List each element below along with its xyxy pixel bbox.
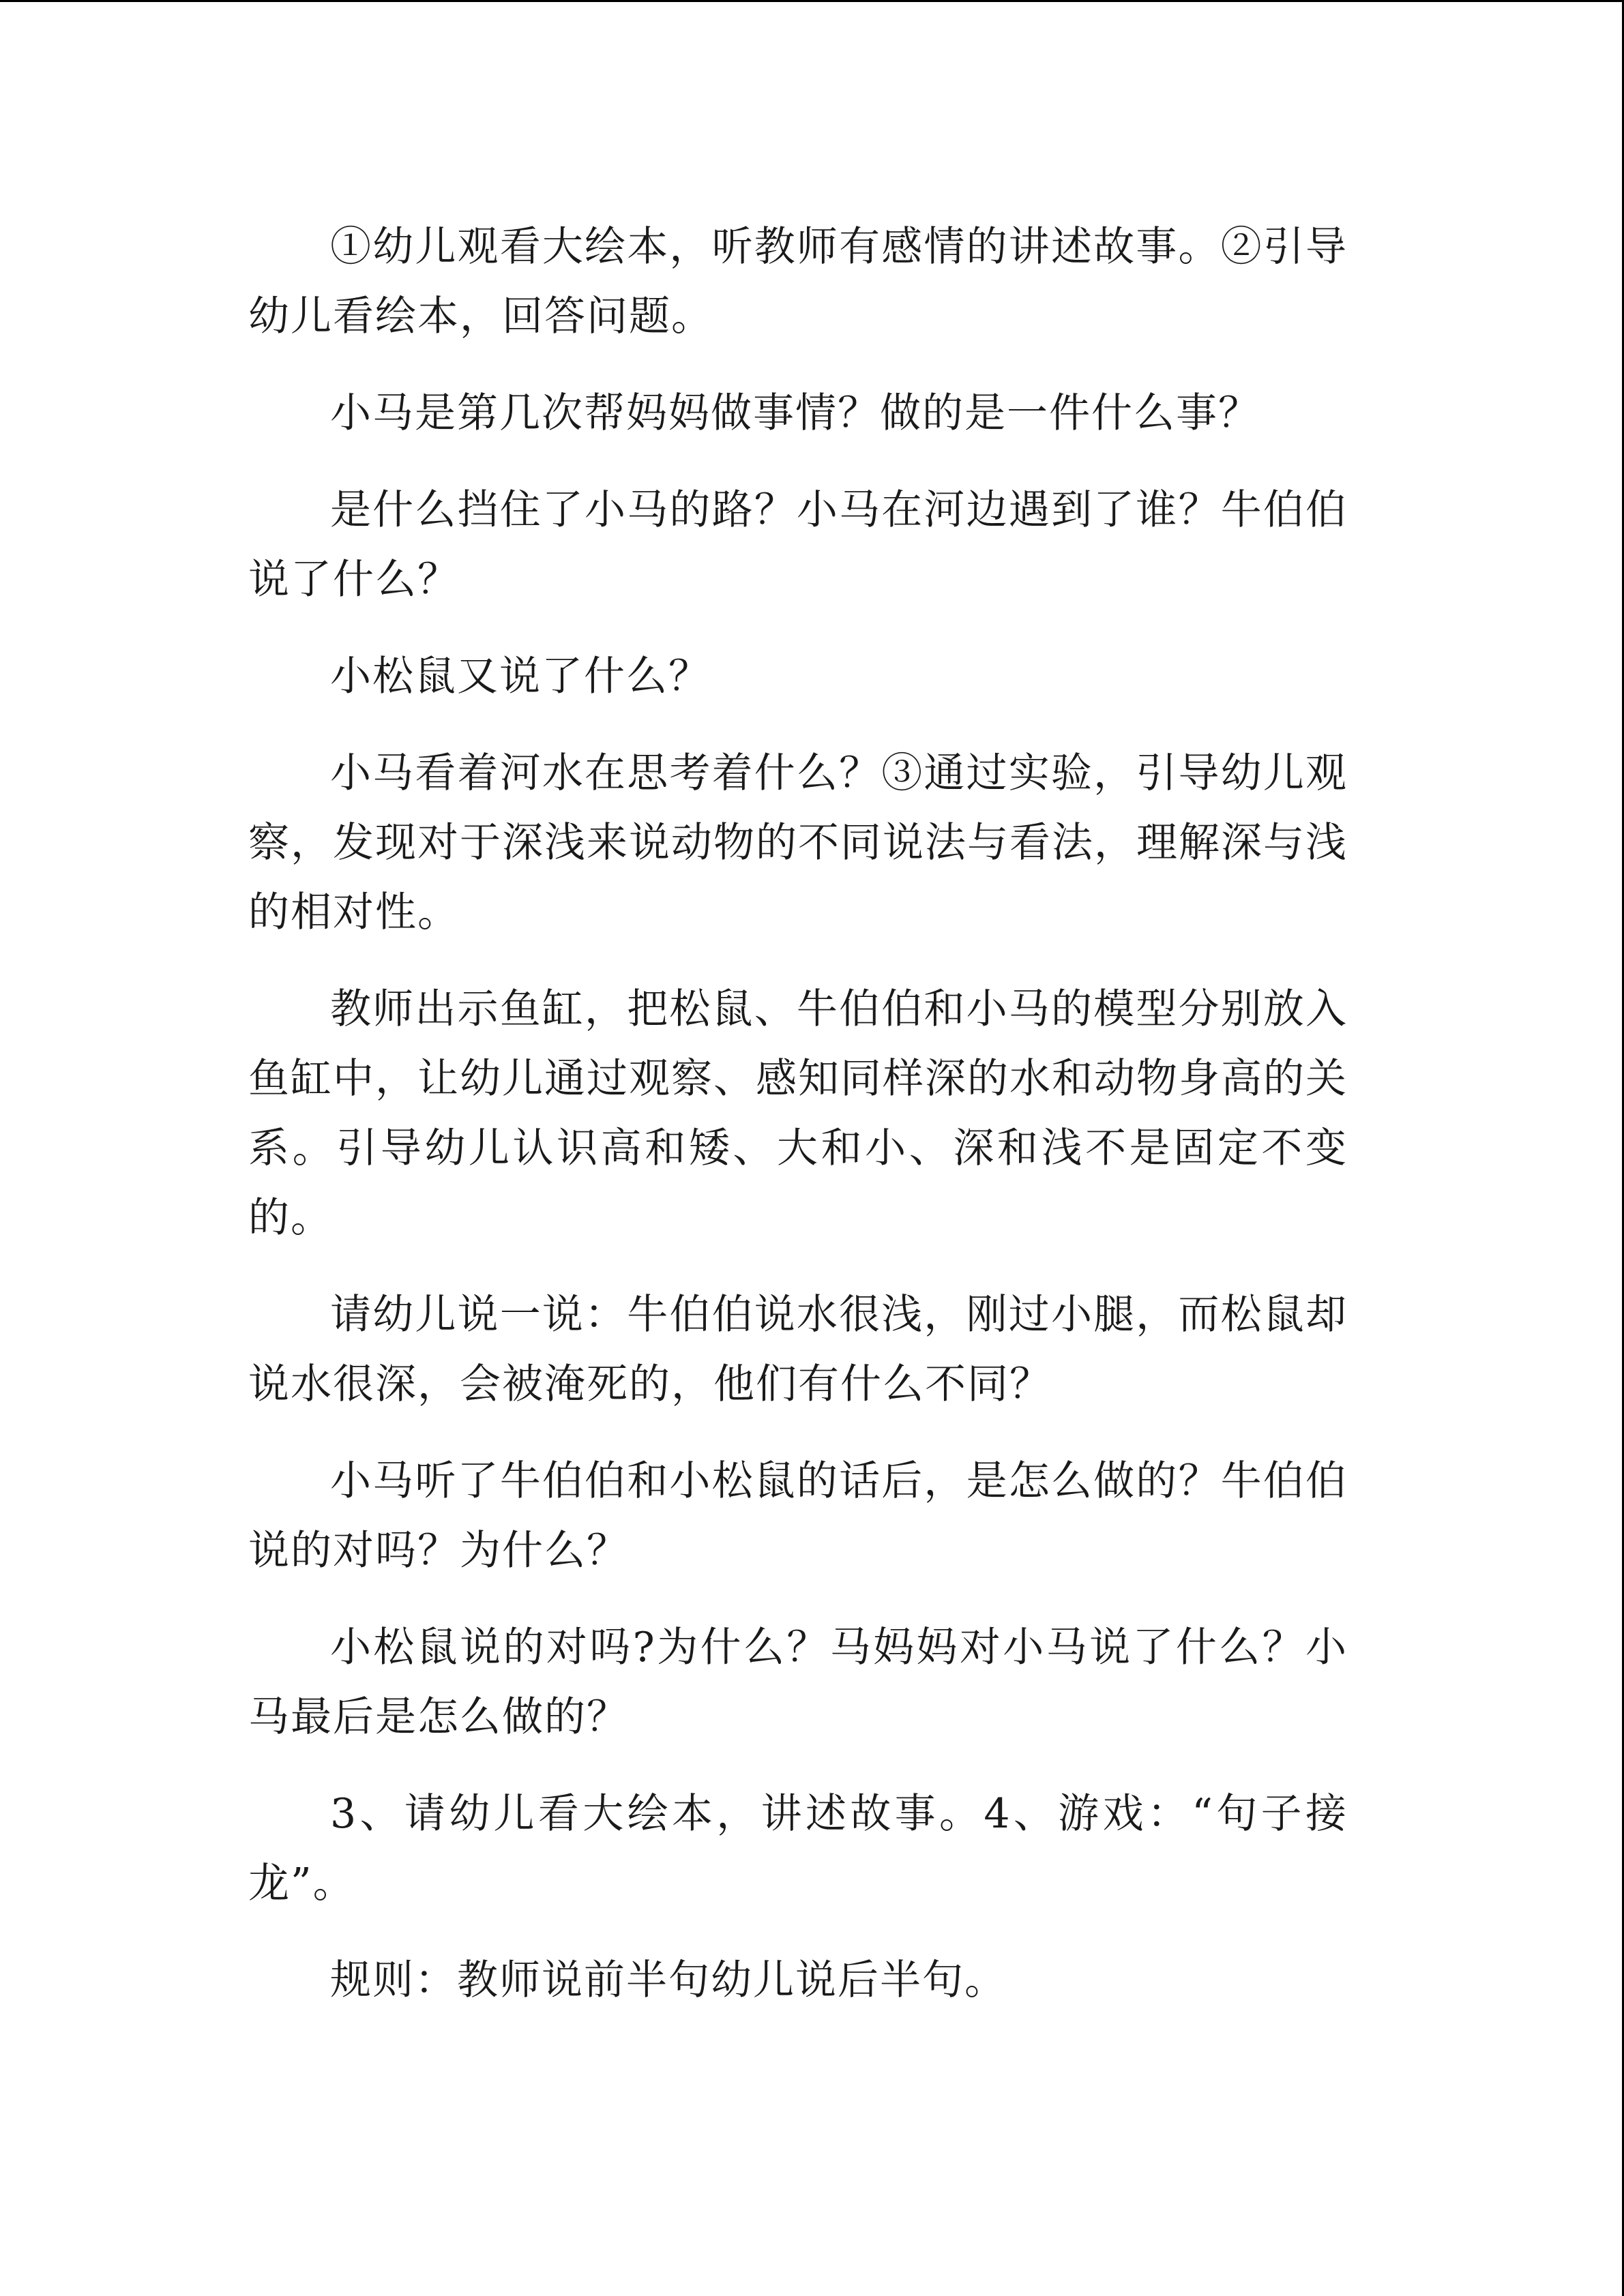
paragraph-5: 小马看着河水在思考着什么？③通过实验，引导幼儿观察，发现对于深浅来说动物的不同说法与看法，理解深与浅的相对性。 xyxy=(248,749,1348,936)
document-body xyxy=(248,212,1348,2042)
paragraph-11: 规则：教师说前半句幼儿说后半句。 xyxy=(330,1956,1007,2004)
paragraph-7: 请幼儿说一说：牛伯伯说水很浅，刚过小腿，而松鼠却说水很深，会被淹死的，他们有什么不同？ xyxy=(248,1291,1348,1408)
paragraph-4: 小松鼠又说了什么？ xyxy=(330,653,711,700)
paragraph-3: 是什么挡住了小马的路？小马在河边遇到了谁？牛伯伯说了什么？ xyxy=(248,486,1348,603)
paragraph-2: 小马是第几次帮妈妈做事情？做的是一件什么事？ xyxy=(330,389,1260,437)
paragraph-6: 教师出示鱼缸，把松鼠、牛伯伯和小马的模型分别放入鱼缸中，让幼儿通过观察、感知同样深的水和动物身高的关系。引导幼儿认识高和矮、大和小、深和浅不是固定不变的。 xyxy=(248,985,1348,1242)
paragraph-9: 小松鼠说的对吗?为什么？马妈妈对小马说了什么？小马最后是怎么做的？ xyxy=(248,1624,1348,1741)
paragraph-1: ①幼儿观看大绘本，听教师有感情的讲述故事。②引导幼儿看绘本，回答问题。 xyxy=(248,223,1348,340)
paragraph-10: 3、请幼儿看大绘本，讲述故事。4、游戏：“句子接龙”。 xyxy=(248,1790,1348,1907)
paragraph-8: 小马听了牛伯伯和小松鼠的话后，是怎么做的？牛伯伯说的对吗？为什么？ xyxy=(248,1457,1348,1575)
